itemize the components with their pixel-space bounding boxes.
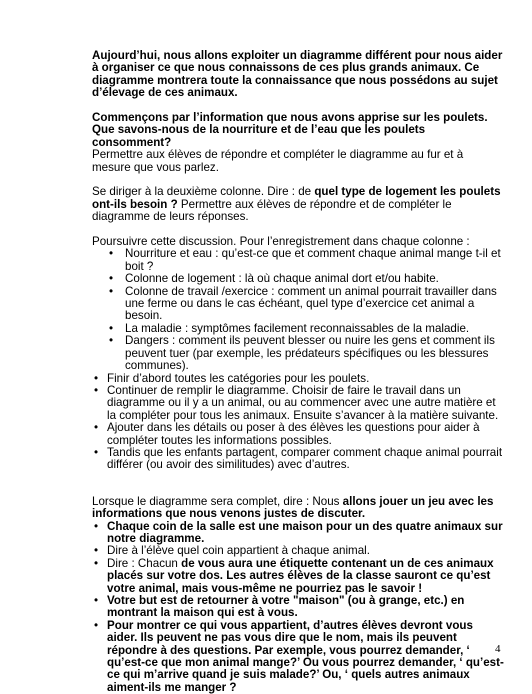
game-item: • Dire : Chacun de vous aura une étiquette contenant un de ces animaux placés sur votre dos. Les autres élèves de la classe sauront ce qu’est votre animal, mais vous-même ne pourriez pas le savoir !: [92, 558, 504, 595]
game-item: • Chaque coin de la salle est une maison pour un des quatre animaux sur notre diagramme.: [92, 521, 504, 546]
game-item: • Votre but est de retourner à votre "maison" (ou à grange, etc.) en montrant la maison qui est à vous.: [92, 595, 504, 620]
column-item: • Dangers : comment ils peuvent blesser ou nuire les gens et comment ils peuvent tuer (par exemple, les prédateurs spécifiques ou les blessures communes).: [106, 335, 504, 372]
column-list: [92, 248, 504, 372]
column-item: • Colonne de logement : là où chaque animal dort et/ou habite.: [106, 273, 504, 285]
step-item: • Ajouter dans les détails ou poser à des élèves les questions pour aider à compléter toutes les informations possibles.: [92, 422, 504, 447]
game-item: • Pour montrer ce qui vous appartient, d’autres élèves devront vous aider. Ils peuvent ne pas vous dire que le nom, mais ils peuvent répondre à des questions. Par exemple, vous pourrez demander, ‘ qu’est-ce que mon animal mange?’ Ou vous pourrez demander, ‘ qu’est-ce qui m’arrive quand je suis malade?’ Ou, ‘ quels autres animaux aiment-ils me manger ?: [92, 620, 504, 694]
game-intro-paragraph: Lorsque le diagramme sera complet, dire : Nous allons jouer un jeu avec les informations que nous venons justes de discuter.: [92, 494, 494, 521]
step-item: • Continuer de remplir le diagramme. Choisir de faire le travail dans un diagramme ou il y a un animal, ou au commencer avec une autre matière et la compléter pour tous les animaux. Ensuite s’avancer à la matière suivante.: [92, 385, 504, 422]
column-item: • Nourriture et eau : qu’est-ce que et comment chaque animal mange t-il et boit ?: [106, 248, 504, 273]
document-page: [92, 50, 504, 694]
housing-paragraph: Se diriger à la deuxième colonne. Dire : de quel type de logement les poulets ont-ils besoin ? Permettre aux élèves de répondre et de compléter le diagramme de leurs réponses.: [92, 185, 501, 224]
chickens-paragraph: Commençons par l’information que nous avons apprise sur les poulets. Que savons-nous de la nourriture et de l’eau que les poulets consomment? Permettre aux élèves de répondre et compléter le diagramme au fur et à mesure que vous parlez.: [92, 111, 488, 174]
steps-list: [92, 373, 504, 472]
discussion-paragraph: Poursuivre cette discussion. Pour l’enregistrement dans chaque colonne :: [92, 235, 470, 249]
step-item: • Tandis que les enfants partagent, comparer comment chaque animal pourrait différer (ou avoir des similitudes) avec d’autres.: [92, 447, 504, 472]
intro-paragraph: Aujourd’hui, nous allons exploiter un diagramme différent pour nous aider à organiser ce que nous connaissons de ces plus grands animaux. Ce diagramme montrera toute la connaissance que nous possédons au sujet d’élevage de ces animaux.: [92, 49, 503, 100]
column-item: • Colonne de travail /exercice : comment un animal pourrait travailler dans une ferme ou dans le cas échéant, quel type d’exercice cet animal a besoin.: [106, 286, 504, 323]
page-number: 4: [495, 643, 501, 655]
column-item: • La maladie : symptômes facilement reconnaissables de la maladie.: [106, 323, 504, 335]
step-item: • Finir d’abord toutes les catégories pour les poulets.: [92, 373, 504, 385]
game-list: [92, 521, 504, 694]
game-item: • Dire à l’élève quel coin appartient à chaque animal.: [92, 545, 504, 557]
